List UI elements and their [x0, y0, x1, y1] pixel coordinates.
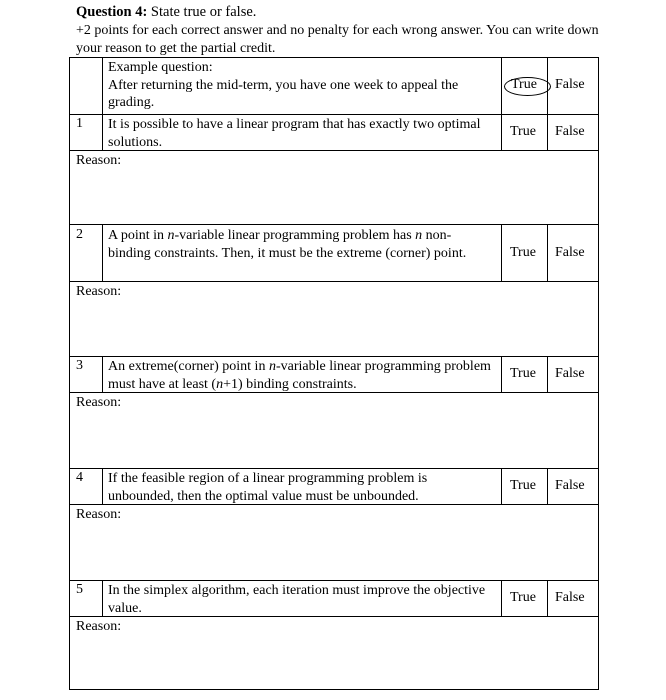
- reason-label: Reason:: [76, 619, 122, 634]
- true-option[interactable]: True: [510, 478, 536, 493]
- question-number: 1: [76, 116, 83, 131]
- reason-label: Reason:: [76, 395, 122, 410]
- question-intro: +2 points for each correct answer and no penalty for each wrong answer. You can write down your reason to get the partial credit.: [76, 23, 599, 56]
- question-text: An extreme(corner) point in n-variable linear programming problem must have at least (n+1) binding constraints.: [108, 359, 491, 392]
- true-option[interactable]: True: [510, 366, 536, 381]
- reason-box-2[interactable]: [70, 282, 598, 357]
- false-option[interactable]: False: [555, 366, 585, 381]
- false-option[interactable]: False: [555, 590, 585, 605]
- question-number: 4: [76, 470, 83, 485]
- true-option[interactable]: True: [510, 590, 536, 605]
- reason-label: Reason:: [76, 153, 122, 168]
- true-option[interactable]: True: [510, 245, 536, 260]
- question-row-1: [70, 115, 598, 151]
- question-text: In the simplex algorithm, each iteration must improve the objective value.: [108, 583, 486, 616]
- true-option[interactable]: True: [510, 124, 536, 139]
- question-row-5: [70, 581, 598, 617]
- reason-box-1[interactable]: [70, 151, 598, 225]
- example-question: [108, 59, 498, 112]
- reason-box-4[interactable]: [70, 505, 598, 581]
- question-text: It is possible to have a linear program that has exactly two optimal solutions.: [108, 117, 481, 150]
- reason-label: Reason:: [76, 507, 122, 522]
- question-text: If the feasible region of a linear programming problem is unbounded, then the optimal value must be unbounded.: [108, 471, 428, 504]
- answer-table: [69, 57, 599, 690]
- reason-box-5[interactable]: [70, 617, 598, 689]
- example-true-option[interactable]: True: [511, 77, 537, 92]
- question-number: 5: [76, 582, 83, 597]
- reason-box-3[interactable]: [70, 393, 598, 469]
- question-text: A point in n-variable linear programming problem has n non-binding constraints. Then, it must be the extreme (corner) point.: [108, 228, 467, 261]
- example-false-option[interactable]: False: [555, 77, 585, 92]
- question-number: 2: [76, 227, 83, 242]
- question-row-2: [70, 225, 598, 282]
- question-row-4: [70, 469, 598, 505]
- question-label: Question 4:: [76, 4, 148, 20]
- false-option[interactable]: False: [555, 478, 585, 493]
- false-option[interactable]: False: [555, 124, 585, 139]
- question-instruction: State true or false.: [150, 4, 257, 20]
- question-row-3: [70, 357, 598, 393]
- question-number: 3: [76, 358, 83, 373]
- question-title: [76, 4, 256, 21]
- example-row: [70, 58, 598, 115]
- reason-label: Reason:: [76, 284, 122, 299]
- example-text: After returning the mid-term, you have one week to appeal the grading.: [108, 77, 459, 110]
- false-option[interactable]: False: [555, 245, 585, 260]
- example-heading: Example question:: [108, 60, 213, 75]
